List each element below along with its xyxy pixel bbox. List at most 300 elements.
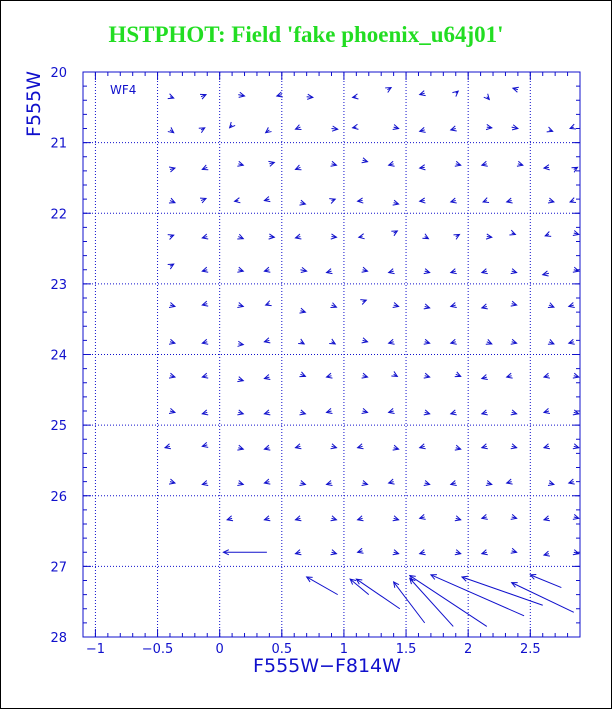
vector-arrow bbox=[512, 125, 518, 130]
vector-arrow bbox=[237, 267, 243, 272]
vector-head bbox=[455, 161, 461, 166]
vector-arrow bbox=[268, 161, 274, 166]
vector-head bbox=[544, 444, 550, 449]
vector-arrow bbox=[573, 514, 579, 519]
vector-head bbox=[451, 198, 457, 203]
vector-head bbox=[455, 550, 461, 555]
vector-arrow bbox=[202, 301, 208, 306]
vector-arrow bbox=[165, 444, 171, 449]
y-tick-label: 22 bbox=[50, 207, 67, 223]
vector-arrow bbox=[424, 373, 430, 378]
vector-head bbox=[237, 410, 243, 415]
chart-title: HSTPHOT: Field 'fake phoenix_u64j01' bbox=[108, 22, 504, 47]
tick-labels bbox=[50, 66, 540, 657]
vector-head bbox=[295, 444, 301, 449]
vector-arrow bbox=[548, 303, 554, 308]
vector-arrow bbox=[264, 197, 270, 202]
vector-head bbox=[451, 269, 457, 274]
vector-arrow bbox=[327, 373, 333, 378]
vector-head bbox=[264, 479, 270, 484]
vector-arrow bbox=[573, 230, 579, 235]
vector-head bbox=[548, 303, 554, 308]
vector-head bbox=[548, 480, 554, 485]
vector-arrow bbox=[202, 267, 208, 272]
vector-arrow bbox=[266, 301, 272, 306]
vector-arrow bbox=[451, 410, 457, 415]
vector-head bbox=[451, 410, 457, 415]
vector-head bbox=[264, 338, 270, 343]
vector-arrow bbox=[544, 516, 550, 521]
vector-arrow bbox=[393, 516, 399, 521]
vector-head bbox=[331, 444, 337, 449]
x-axis-label: F555W−F814W bbox=[253, 655, 401, 677]
vector-head bbox=[545, 231, 551, 236]
y-tick-label: 28 bbox=[50, 631, 67, 646]
vector-head bbox=[507, 479, 513, 484]
vector-head bbox=[548, 339, 554, 344]
vector-arrow bbox=[462, 576, 543, 605]
vector-head bbox=[362, 480, 368, 485]
vector-arrow bbox=[307, 94, 313, 99]
vector-arrow bbox=[389, 408, 395, 413]
vector-arrow bbox=[452, 91, 458, 96]
vector-arrow bbox=[482, 269, 488, 274]
vector-head bbox=[327, 373, 333, 378]
vector-head bbox=[420, 514, 426, 519]
vector-head bbox=[237, 267, 243, 272]
vector-head bbox=[169, 408, 175, 413]
vector-head bbox=[362, 267, 368, 272]
vector-arrow bbox=[202, 339, 208, 344]
x-tick-label: 1 bbox=[339, 642, 349, 657]
vector-head bbox=[362, 158, 368, 163]
vector-head bbox=[202, 480, 208, 485]
vector-arrow bbox=[169, 408, 175, 413]
vector-head bbox=[266, 301, 272, 306]
vector-head bbox=[385, 88, 391, 93]
vector-arrow bbox=[202, 234, 208, 239]
vector-head bbox=[169, 198, 175, 203]
vector-arrow bbox=[572, 167, 578, 172]
vector-head bbox=[202, 410, 208, 415]
vector-head bbox=[511, 514, 517, 519]
vector-head bbox=[573, 373, 579, 378]
vector-arrow bbox=[332, 126, 338, 131]
vector-head bbox=[511, 410, 517, 415]
vector-head bbox=[573, 444, 579, 449]
vector-arrow bbox=[573, 373, 579, 378]
vector-head bbox=[237, 445, 243, 450]
vector-arrow bbox=[483, 198, 489, 203]
vector-arrow bbox=[329, 339, 335, 344]
vector-head bbox=[453, 234, 459, 239]
y-tick-label: 27 bbox=[50, 560, 67, 576]
vector-head bbox=[451, 126, 457, 131]
vector-arrow bbox=[299, 308, 305, 313]
vector-head bbox=[331, 550, 337, 555]
vector-arrow bbox=[264, 479, 270, 484]
vector-head bbox=[391, 371, 397, 376]
vector-head bbox=[169, 479, 175, 484]
vector-head bbox=[200, 94, 206, 99]
vector-head bbox=[327, 480, 333, 485]
vector-arrow bbox=[237, 480, 243, 485]
vector-arrow bbox=[237, 377, 243, 382]
vector-arrow bbox=[451, 339, 457, 344]
y-tick-label: 24 bbox=[50, 348, 67, 364]
vector-arrow bbox=[331, 444, 337, 449]
vector-arrow bbox=[420, 198, 426, 203]
vector-head bbox=[237, 377, 243, 382]
vector-arrow bbox=[486, 124, 492, 129]
vector-head bbox=[264, 375, 270, 380]
vector-arrow bbox=[264, 375, 270, 380]
y-tick-label: 26 bbox=[50, 489, 67, 505]
vector-arrow bbox=[358, 548, 364, 553]
vector-head bbox=[331, 516, 337, 521]
vector-arrow bbox=[393, 302, 399, 307]
vector-arrow bbox=[237, 234, 243, 239]
vector-shaft bbox=[394, 582, 425, 623]
vector-arrow bbox=[168, 235, 174, 240]
vector-head bbox=[424, 373, 430, 378]
vector-head bbox=[358, 516, 364, 521]
vector-head bbox=[393, 302, 399, 307]
vector-arrow bbox=[202, 410, 208, 415]
vector-head bbox=[389, 269, 395, 274]
vector-arrow bbox=[455, 372, 461, 377]
vector-arrow bbox=[295, 165, 301, 170]
vector-arrow bbox=[169, 302, 175, 307]
vector-arrow bbox=[391, 371, 397, 376]
vector-arrow bbox=[298, 339, 304, 344]
vector-arrow bbox=[422, 234, 428, 239]
vector-head bbox=[424, 304, 430, 309]
vector-head bbox=[482, 410, 488, 415]
vector-arrow bbox=[360, 300, 366, 305]
vector-head bbox=[202, 267, 208, 272]
vector-head bbox=[264, 445, 270, 450]
vector-arrow bbox=[484, 94, 490, 100]
vector-arrow bbox=[362, 373, 368, 378]
vector-shaft bbox=[307, 577, 338, 595]
vector-head bbox=[544, 516, 550, 521]
vector-head bbox=[295, 234, 301, 239]
vector-head bbox=[299, 480, 305, 485]
vector-arrow bbox=[227, 516, 233, 521]
vector-arrow bbox=[331, 550, 337, 555]
vector-head bbox=[511, 269, 517, 274]
vector-shaft bbox=[356, 579, 399, 609]
vector-head bbox=[482, 444, 488, 449]
vector-arrow bbox=[331, 234, 337, 239]
vector-arrow bbox=[482, 444, 488, 449]
vector-arrow bbox=[455, 550, 461, 555]
vector-arrow bbox=[530, 574, 561, 587]
vector-arrow bbox=[169, 339, 175, 344]
y-tick-label: 20 bbox=[50, 66, 67, 81]
x-tick-label: 1.5 bbox=[395, 642, 417, 657]
vector-arrow bbox=[482, 304, 488, 309]
vector-shaft bbox=[410, 578, 453, 626]
vector-head bbox=[544, 408, 550, 413]
vector-head bbox=[452, 91, 458, 96]
vector-arrow bbox=[545, 231, 551, 236]
vector-head bbox=[268, 161, 274, 166]
vector-arrow bbox=[511, 339, 517, 344]
panel-label: WF4 bbox=[110, 83, 137, 97]
vector-head bbox=[451, 339, 457, 344]
vector-head bbox=[237, 480, 243, 485]
vector-head bbox=[168, 264, 174, 269]
x-tick-label: 0 bbox=[215, 642, 224, 657]
vector-head bbox=[547, 127, 553, 132]
vector-arrow bbox=[451, 198, 457, 203]
vector-arrow bbox=[511, 301, 517, 306]
vector-arrow bbox=[295, 125, 301, 130]
vector-shaft bbox=[431, 575, 524, 616]
vector-arrow bbox=[544, 373, 550, 378]
vector-arrow bbox=[202, 480, 208, 485]
vector-head bbox=[486, 339, 492, 344]
vector-arrow bbox=[331, 516, 337, 521]
vector-head bbox=[544, 373, 550, 378]
vector-arrow bbox=[307, 577, 338, 595]
vector-head bbox=[199, 128, 205, 133]
vector-arrow bbox=[507, 198, 513, 203]
vector-head bbox=[393, 125, 399, 130]
vector-arrow bbox=[511, 514, 517, 519]
vector-head bbox=[202, 165, 208, 170]
vector-head bbox=[511, 548, 517, 553]
vector-head bbox=[424, 269, 430, 274]
vector-arrow bbox=[358, 516, 364, 521]
vector-arrow bbox=[410, 578, 453, 626]
vector-arrow bbox=[299, 410, 305, 415]
vector-head bbox=[202, 442, 208, 447]
vector-arrow bbox=[200, 198, 206, 203]
vector-arrow bbox=[507, 479, 513, 484]
vector-head bbox=[420, 550, 426, 555]
vector-arrow bbox=[223, 550, 266, 555]
vector-arrow bbox=[394, 582, 425, 623]
vector-arrow bbox=[451, 269, 457, 274]
vector-head bbox=[389, 408, 395, 413]
vector-arrow bbox=[509, 230, 515, 235]
vector-arrow bbox=[453, 234, 459, 239]
vector-head bbox=[295, 516, 301, 521]
vector-head bbox=[420, 91, 426, 96]
vector-arrow bbox=[362, 158, 368, 163]
vector-arrow bbox=[168, 127, 174, 132]
vector-arrow bbox=[299, 372, 305, 377]
vector-arrow bbox=[486, 480, 492, 485]
vector-arrow bbox=[570, 198, 576, 203]
vector-arrow bbox=[455, 445, 461, 450]
vector-arrow bbox=[424, 410, 430, 415]
vector-arrow bbox=[544, 444, 550, 449]
vector-head bbox=[570, 124, 576, 129]
vector-arrow bbox=[424, 480, 430, 485]
vector-arrow bbox=[238, 92, 244, 97]
x-tick-label: 2 bbox=[464, 642, 473, 657]
vector-arrow bbox=[169, 479, 175, 484]
vector-head bbox=[573, 230, 579, 235]
vector-arrow bbox=[543, 271, 549, 276]
vector-arrow bbox=[327, 408, 333, 413]
y-tick-label: 25 bbox=[50, 419, 67, 435]
vector-head bbox=[486, 480, 492, 485]
vector-head bbox=[424, 339, 430, 344]
vector-head bbox=[360, 300, 366, 305]
vector-arrow bbox=[358, 444, 364, 449]
vector-arrow bbox=[389, 339, 395, 344]
vector-arrow bbox=[455, 161, 461, 166]
vector-arrow bbox=[385, 88, 391, 93]
vector-arrow bbox=[299, 200, 305, 205]
vector-head bbox=[202, 339, 208, 344]
vector-arrow bbox=[569, 339, 575, 344]
vector-head bbox=[200, 198, 206, 203]
vector-head bbox=[358, 444, 364, 449]
vector-head bbox=[451, 480, 457, 485]
vector-arrow bbox=[424, 339, 430, 344]
vector-arrow bbox=[420, 165, 426, 170]
vector-head bbox=[569, 302, 575, 307]
vector-arrow bbox=[295, 550, 301, 555]
vector-arrow bbox=[431, 575, 524, 616]
vector-head bbox=[424, 410, 430, 415]
vector-arrow bbox=[359, 234, 365, 239]
vector-arrow bbox=[169, 373, 175, 378]
vector-arrow bbox=[548, 339, 554, 344]
vector-arrow bbox=[451, 480, 457, 485]
vector-arrow bbox=[486, 234, 492, 239]
vector-arrow bbox=[264, 267, 270, 272]
vector-head bbox=[299, 200, 305, 205]
vector-shaft bbox=[530, 575, 561, 588]
vector-head bbox=[295, 165, 301, 170]
vector-head bbox=[264, 197, 270, 202]
vector-head bbox=[362, 373, 368, 378]
vector-head bbox=[482, 269, 488, 274]
y-tick-label: 23 bbox=[50, 277, 67, 293]
vector-head bbox=[573, 514, 579, 519]
vector-head bbox=[389, 161, 395, 166]
vector-arrow bbox=[482, 375, 488, 380]
vector-head bbox=[330, 303, 336, 308]
vector-arrow bbox=[511, 548, 517, 553]
vector-head bbox=[389, 339, 395, 344]
vector-head bbox=[393, 550, 399, 555]
vector-head bbox=[393, 516, 399, 521]
vector-head bbox=[420, 444, 426, 449]
vector-head bbox=[420, 127, 426, 132]
vector-arrow bbox=[264, 516, 270, 521]
vector-head bbox=[482, 375, 488, 380]
vector-arrow bbox=[295, 444, 301, 449]
vector-head bbox=[455, 372, 461, 377]
vector-head bbox=[569, 479, 575, 484]
vector-head bbox=[544, 551, 550, 556]
vector-arrow bbox=[547, 127, 553, 132]
vector-arrow bbox=[327, 269, 333, 274]
vector-head bbox=[511, 444, 517, 449]
vector-head bbox=[455, 516, 461, 521]
vector-arrow bbox=[295, 516, 301, 521]
vector-arrow bbox=[482, 514, 488, 519]
vector-arrow bbox=[569, 302, 575, 307]
vector-arrow bbox=[420, 444, 426, 449]
vector-arrow bbox=[420, 91, 426, 96]
vector-arrow bbox=[362, 480, 368, 485]
vector-arrow bbox=[482, 550, 488, 555]
vector-head bbox=[358, 548, 364, 553]
vector-arrow bbox=[353, 124, 359, 129]
vector-head bbox=[237, 234, 243, 239]
vector-head bbox=[451, 302, 457, 307]
vector-head bbox=[298, 339, 304, 344]
vector-head bbox=[393, 445, 399, 450]
vector-head bbox=[169, 302, 175, 307]
vector-head bbox=[329, 199, 335, 204]
x-tick-label: 0.5 bbox=[271, 642, 293, 657]
vector-arrow bbox=[266, 127, 272, 132]
vector-head bbox=[570, 198, 576, 203]
vector-head bbox=[455, 445, 461, 450]
vector-head bbox=[422, 234, 428, 239]
vector-head bbox=[295, 550, 301, 555]
vector-arrow bbox=[573, 444, 579, 449]
vector-head bbox=[548, 198, 554, 203]
vector-head bbox=[482, 161, 488, 166]
vector-arrow bbox=[511, 444, 517, 449]
vector-head bbox=[391, 231, 397, 236]
vector-head bbox=[237, 161, 243, 166]
vector-arrow bbox=[202, 373, 208, 378]
vector-arrow bbox=[455, 516, 461, 521]
vector-arrow bbox=[544, 551, 550, 556]
vector-head bbox=[513, 87, 519, 92]
x-tick-label: 2.5 bbox=[519, 642, 541, 657]
vector-arrow bbox=[393, 125, 399, 130]
vector-arrow bbox=[570, 124, 576, 129]
vector-arrow bbox=[329, 199, 335, 204]
vector-head bbox=[264, 267, 270, 272]
vector-arrow bbox=[482, 161, 488, 166]
vector-head bbox=[507, 373, 513, 378]
vector-arrow bbox=[544, 165, 550, 170]
vector-head bbox=[329, 339, 335, 344]
vector-head bbox=[264, 516, 270, 521]
vector-arrow bbox=[420, 550, 426, 555]
vector-arrow bbox=[389, 479, 395, 484]
vector-head bbox=[572, 167, 578, 172]
vector-arrow bbox=[202, 442, 208, 447]
vector-head bbox=[237, 302, 243, 307]
vector-arrow bbox=[451, 126, 457, 131]
vector-arrow bbox=[356, 579, 399, 609]
vector-head bbox=[482, 550, 488, 555]
vector-arrow bbox=[295, 234, 301, 239]
vector-arrow bbox=[264, 445, 270, 450]
vector-arrow bbox=[511, 410, 517, 415]
vector-arrow bbox=[169, 198, 175, 203]
vector-arrow bbox=[168, 94, 174, 99]
vector-arrow bbox=[235, 198, 241, 203]
vector-head bbox=[202, 301, 208, 306]
vector-head bbox=[264, 410, 270, 415]
